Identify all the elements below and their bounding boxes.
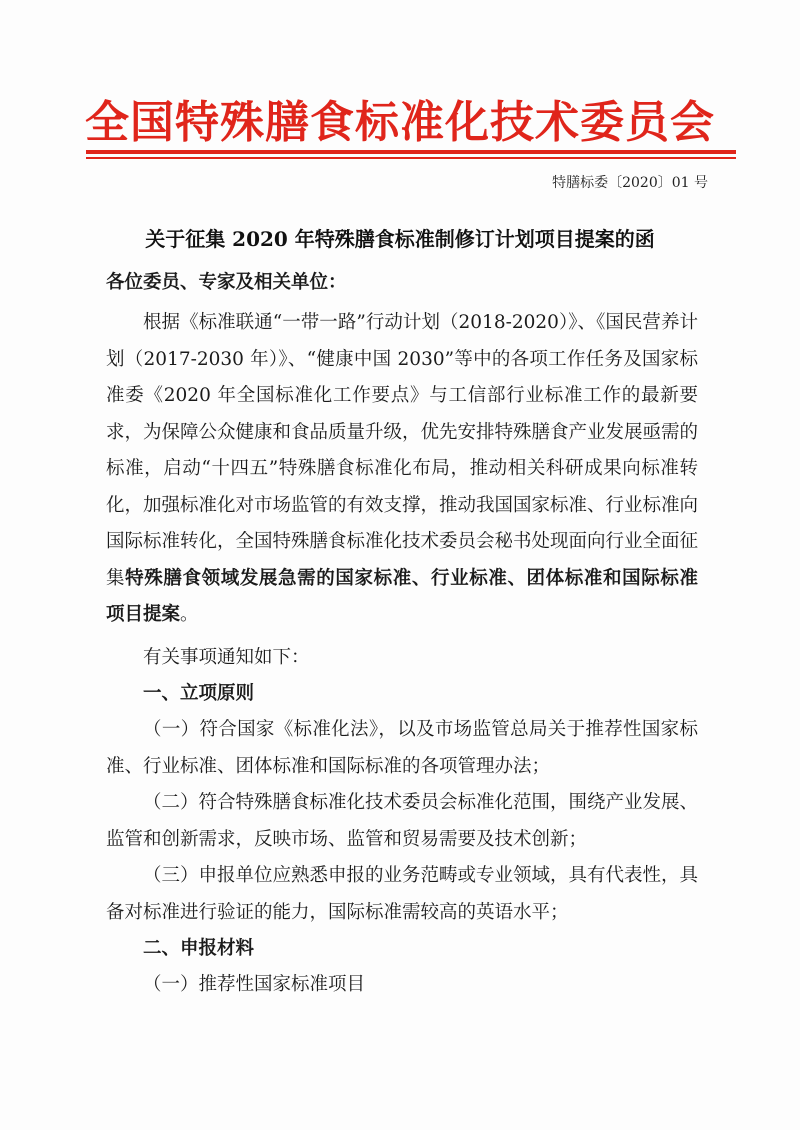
section1-item-1: （一）符合国家《标准化法》，以及市场监管总局关于推荐性国家标准、行业标准、团体标准和国际标准的各项管理办法； bbox=[106, 719, 698, 777]
intro-paragraph bbox=[106, 305, 698, 634]
section1-heading: 一、立项原则 bbox=[143, 683, 255, 704]
document-title: 关于征集 2020 年特殊膳食标准制修订计划项目提案的函 bbox=[145, 227, 655, 251]
section2-heading: 二、申报材料 bbox=[143, 938, 255, 959]
section1-item-3: （三）申报单位应熟悉申报的业务范畴或专业领域，具有代表性，具备对标准进行验证的能力，国际标准需较高的英语水平； bbox=[106, 865, 699, 923]
letterhead-rule-thick bbox=[86, 150, 736, 154]
section1-item-2: （二）符合特殊膳食标准化技术委员会标准化范围，围绕产业发展、监管和创新需求，反映市场、监管和贸易需要及技术创新； bbox=[106, 792, 699, 850]
salutation: 各位委员、专家及相关单位： bbox=[106, 272, 347, 293]
intro-text: 根据《标准联通“一带一路”行动计划（2018-2020）》、《国民营养计划（2017-2030 年）》、“健康中国 2030”等中的各项工作任务及国家标准委《2020 年全国标准化工作要点》与工信部行业标准工作的最新要求，为保障公众健康和食品质量升级，优先安排特殊膳食产业发展亟需的标准，启动“十四五”特殊膳食标准化布局，推动相关科研成果向标准转化，加强标准化对市场监管的有效支撑，推动我国国家标准、行业标准向国际标准转化，全国特殊膳食标准化技术委员会秘书处现面向行业全面征集 bbox=[106, 312, 699, 589]
intro-bold-text: 特殊膳食领域发展急需的国家标准、行业标准、团体标准和国际标准项目提案 bbox=[106, 567, 698, 625]
section2-item-1: （一）推荐性国家标准项目 bbox=[143, 974, 366, 995]
document-number: 特膳标委〔2020〕01 号 bbox=[552, 175, 708, 191]
letterhead-title: 全国特殊膳食标准化技术委员会 bbox=[85, 97, 715, 148]
intro-tail: 。 bbox=[180, 604, 199, 625]
notice-line: 有关事项通知如下： bbox=[143, 647, 310, 668]
letterhead-rule-thin bbox=[86, 157, 736, 159]
